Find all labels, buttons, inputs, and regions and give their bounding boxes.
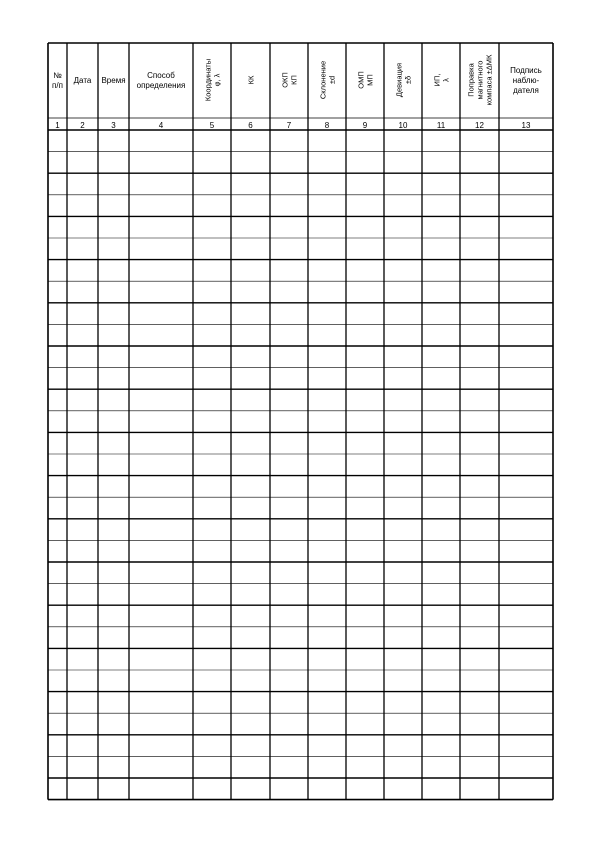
column-header-line: λ [441,78,451,82]
column-header-line: ±δ [403,75,413,85]
column-header-line: дателя [513,86,539,95]
column-number: 1 [55,121,60,130]
column-header-line: КК [246,75,256,85]
rotated-column-header [319,61,337,99]
column-header-line: МП [365,74,375,86]
column-number: 4 [158,121,164,130]
column-header-line: Способ [147,71,175,80]
column-number: 7 [286,121,292,130]
column-header-line: ОМП [356,71,366,89]
column-number: 3 [111,121,116,130]
column-header-line: Девиация [394,62,404,98]
column-header-line: φ, λ [212,73,222,87]
column-header-line: № [53,71,62,80]
column-header-line: ОКП [280,72,290,88]
rotated-column-header [357,71,375,88]
rotated-column-header [433,74,451,87]
rotated-column-header [395,63,413,97]
column-header-line: Время [101,76,126,85]
column-header-line: ±d [327,75,337,85]
column-header-line: ИП, [432,73,442,87]
column-number: 12 [475,121,484,130]
rotated-column-header [281,72,299,88]
column-header-line: определения [136,81,186,90]
column-header-line: компаса ±ΔМК [484,54,494,106]
column-header-line: наблю- [512,76,540,85]
column-header-line: Поправка [466,63,476,97]
table-header [52,54,542,105]
rotated-column-header [247,75,256,84]
column-number: 11 [436,121,446,130]
column-header-line: КП [289,75,299,85]
column-header-line: Дата [73,76,92,85]
table-grid [48,43,553,800]
rotated-column-header [204,59,222,101]
column-header-line: Подпись [510,66,542,75]
column-number: 13 [521,121,531,130]
column-number: 8 [324,121,330,130]
column-header-line: п/п [52,81,63,90]
rotated-column-header [467,54,494,105]
column-number: 5 [209,121,215,130]
column-number: 9 [362,121,368,130]
column-header-line: магнитного [475,60,485,100]
column-header-line: Координаты [203,58,213,102]
column-header-line: Склонение [318,60,328,100]
column-number: 2 [80,121,85,130]
column-number: 6 [248,121,253,130]
column-number: 10 [398,121,408,130]
